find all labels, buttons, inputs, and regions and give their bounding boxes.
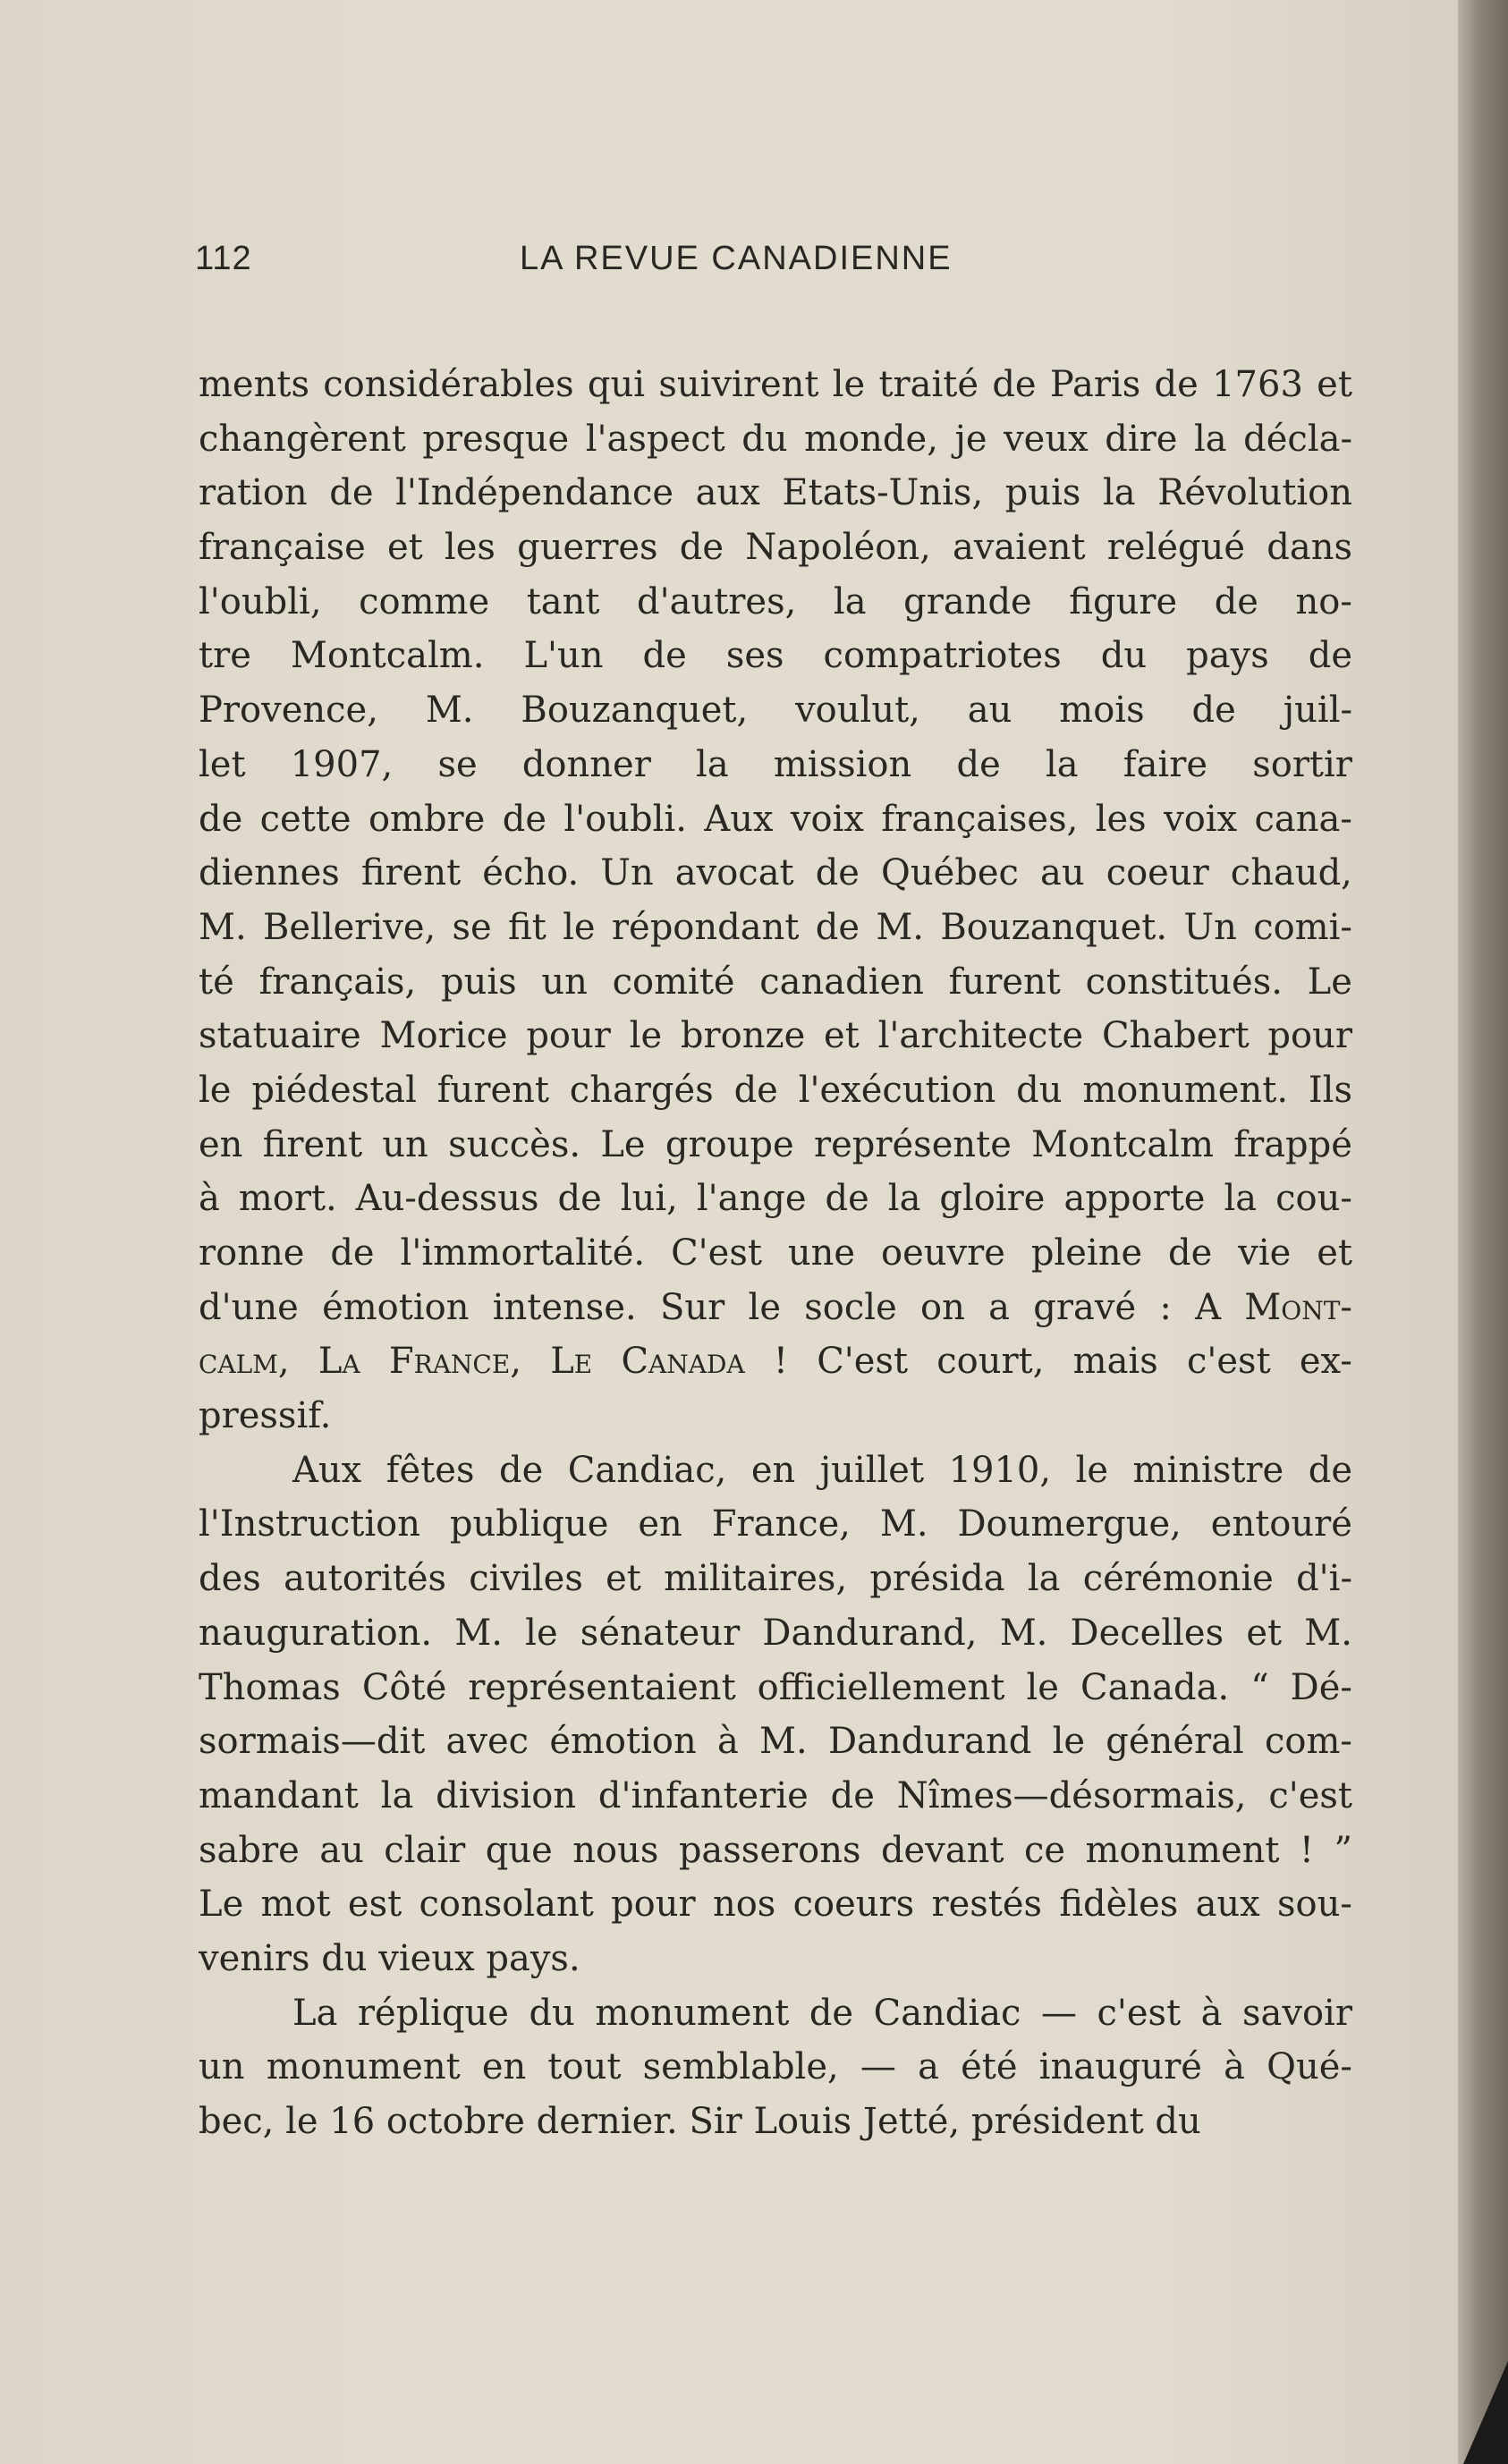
page-number: 112 bbox=[195, 240, 252, 277]
body-text bbox=[199, 358, 1352, 2149]
text-line: sabre au clair que nous passerons devant ce monument ! ” bbox=[199, 1829, 1352, 1871]
text-line: d'une émotion intense. Sur le socle on a gravé : A Mont- bbox=[199, 1286, 1352, 1328]
text-line: changèrent presque l'aspect du monde, je veux dire la décla- bbox=[199, 418, 1352, 460]
text-line: l'oubli, comme tant d'autres, la grande figure de no- bbox=[199, 580, 1352, 622]
text-line: sormais—dit avec émotion à M. Dandurand le général com- bbox=[199, 1721, 1352, 1763]
text-line: Thomas Côté représentaient officiellement le Canada. “ Dé- bbox=[199, 1666, 1352, 1708]
text-line: diennes firent écho. Un avocat de Québec au coeur chaud, bbox=[199, 852, 1352, 894]
text-line: l'Instruction publique en France, M. Doumergue, entouré bbox=[199, 1503, 1352, 1545]
text-line: calm, La France, Le Canada ! C'est court, mais c'est ex- bbox=[199, 1341, 1352, 1383]
text-line: en firent un succès. Le groupe représente Montcalm frappé bbox=[199, 1123, 1352, 1165]
text-line: let 1907, se donner la mission de la faire sortir bbox=[199, 743, 1352, 785]
text-line: La réplique du monument de Candiac — c'est à savoir bbox=[292, 1992, 1352, 2034]
book-spine bbox=[1458, 0, 1508, 2464]
text-line: ration de l'Indépendance aux Etats-Unis, puis la Révolution bbox=[199, 472, 1352, 514]
text-line: venirs du vieux pays. bbox=[199, 1937, 580, 1979]
text-line: des autorités civiles et militaires, présida la cérémonie d'i- bbox=[199, 1558, 1352, 1600]
text-line: un monument en tout semblable, — a été inauguré à Qué- bbox=[199, 2046, 1352, 2088]
text-line: le piédestal furent chargés de l'exécution du monument. Ils bbox=[199, 1069, 1352, 1111]
text-line: à mort. Au-dessus de lui, l'ange de la gloire apporte la cou- bbox=[199, 1178, 1352, 1220]
text-line: française et les guerres de Napoléon, avaient relégué dans bbox=[199, 527, 1352, 569]
text-line: pressif. bbox=[199, 1395, 332, 1437]
running-head bbox=[195, 240, 1376, 284]
text-line: mandant la division d'infanterie de Nîmes—désormais, c'est bbox=[199, 1774, 1352, 1816]
journal-title: LA REVUE CANADIENNE bbox=[520, 240, 953, 277]
text-line: statuaire Morice pour le bronze et l'architecte Chabert pour bbox=[199, 1015, 1352, 1057]
text-line: ments considérables qui suivirent le traité de Paris de 1763 et bbox=[199, 364, 1352, 405]
text-line: Provence, M. Bouzanquet, voulut, au mois de juil- bbox=[199, 690, 1352, 732]
text-line: tre Montcalm. L'un de ses compatriotes du pays de bbox=[199, 635, 1352, 677]
text-line: de cette ombre de l'oubli. Aux voix françaises, les voix cana- bbox=[199, 798, 1352, 840]
text-line: Aux fêtes de Candiac, en juillet 1910, le ministre de bbox=[292, 1449, 1352, 1491]
text-line: nauguration. M. le sénateur Dandurand, M. Decelles et M. bbox=[199, 1612, 1352, 1654]
text-line: té français, puis un comité canadien furent constitués. Le bbox=[199, 961, 1352, 1003]
text-line: Le mot est consolant pour nos coeurs restés fidèles aux sou- bbox=[199, 1884, 1352, 1926]
text-line: ronne de l'immortalité. C'est une oeuvre pleine de vie et bbox=[199, 1232, 1352, 1274]
text-line: M. Bellerive, se fit le répondant de M. Bouzanquet. Un comi- bbox=[199, 906, 1352, 948]
text-line: bec, le 16 octobre dernier. Sir Louis Jetté, président du bbox=[199, 2101, 1201, 2142]
